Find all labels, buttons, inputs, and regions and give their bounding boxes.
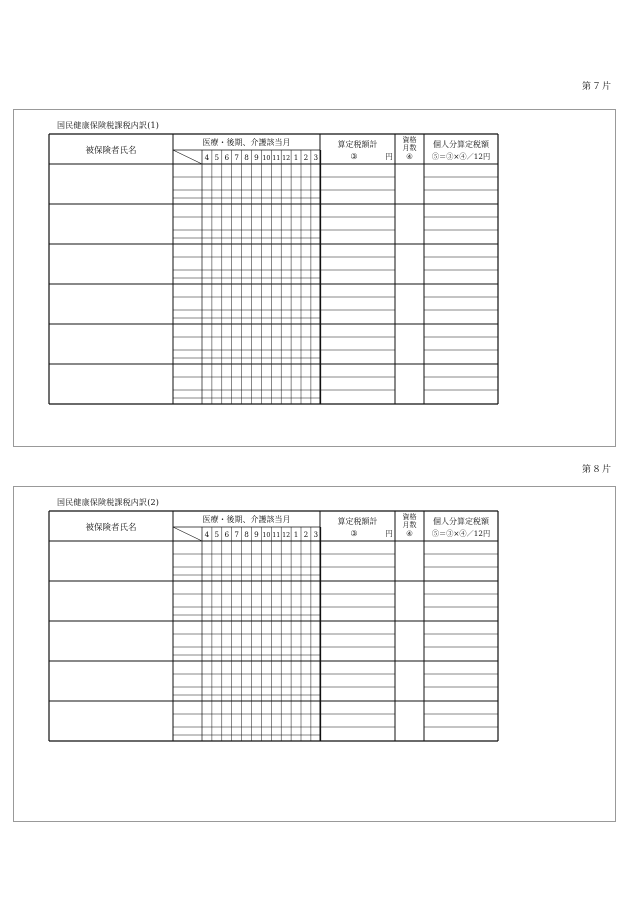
marker-3: ③: [350, 152, 358, 161]
month-label-12: 12: [282, 532, 291, 539]
month-label-9: 9: [254, 530, 259, 539]
header-months: 医療・後期、介護該当月: [202, 515, 291, 524]
header-qualification-line-2: 月数: [402, 521, 417, 529]
unit-yen: 円: [385, 152, 393, 161]
month-label-10: 10: [262, 532, 271, 539]
month-label-7: 7: [234, 530, 239, 539]
individual-tax-formula: ⑤＝③×④／12円: [431, 529, 491, 538]
month-label-8: 8: [244, 530, 249, 539]
header-calculated-tax-total: 算定税額計: [337, 140, 378, 149]
unit-yen: 円: [385, 529, 393, 538]
month-label-3: 3: [313, 530, 319, 539]
month-label-6: 6: [224, 530, 230, 539]
marker-4: ④: [406, 152, 413, 161]
header-qualification-line-2: 月数: [402, 144, 417, 152]
month-label-4: 4: [204, 153, 210, 162]
month-label-10: 10: [262, 155, 271, 162]
month-label-1: 1: [293, 153, 299, 162]
diagonal-slash: [173, 527, 202, 541]
header-qualification-line-1: 資格: [402, 513, 417, 521]
header-qualification-line-1: 資格: [402, 136, 417, 144]
month-label-1: 1: [293, 530, 299, 539]
header-individual-tax: 個人分算定税額: [433, 517, 489, 526]
month-label-5: 5: [214, 530, 220, 539]
individual-tax-formula: ⑤＝③×④／12円: [431, 152, 491, 161]
header-insured-name: 被保険者氏名: [85, 523, 137, 533]
table-title-1: 国民健康保険税課税内訳(1): [57, 121, 160, 130]
month-label-5: 5: [214, 153, 220, 162]
month-label-3: 3: [313, 153, 319, 162]
header-individual-tax: 個人分算定税額: [433, 140, 489, 149]
header-insured-name: 被保険者氏名: [85, 146, 137, 156]
month-label-9: 9: [254, 153, 259, 162]
month-label-6: 6: [224, 153, 230, 162]
month-label-4: 4: [204, 530, 210, 539]
month-label-2: 2: [303, 153, 309, 162]
page-number-2: 第８片: [582, 465, 613, 475]
table-title-2: 国民健康保険税課税内訳(2): [57, 498, 160, 507]
page-number-1: 第７片: [582, 82, 613, 92]
month-label-2: 2: [303, 530, 309, 539]
month-label-8: 8: [244, 153, 249, 162]
marker-4: ④: [406, 529, 413, 538]
header-months: 医療・後期、介護該当月: [202, 138, 291, 147]
month-label-11: 11: [272, 532, 281, 539]
marker-3: ③: [350, 529, 358, 538]
month-label-7: 7: [234, 153, 239, 162]
header-calculated-tax-total: 算定税額計: [337, 517, 378, 526]
month-label-11: 11: [272, 155, 281, 162]
month-label-12: 12: [282, 155, 291, 162]
